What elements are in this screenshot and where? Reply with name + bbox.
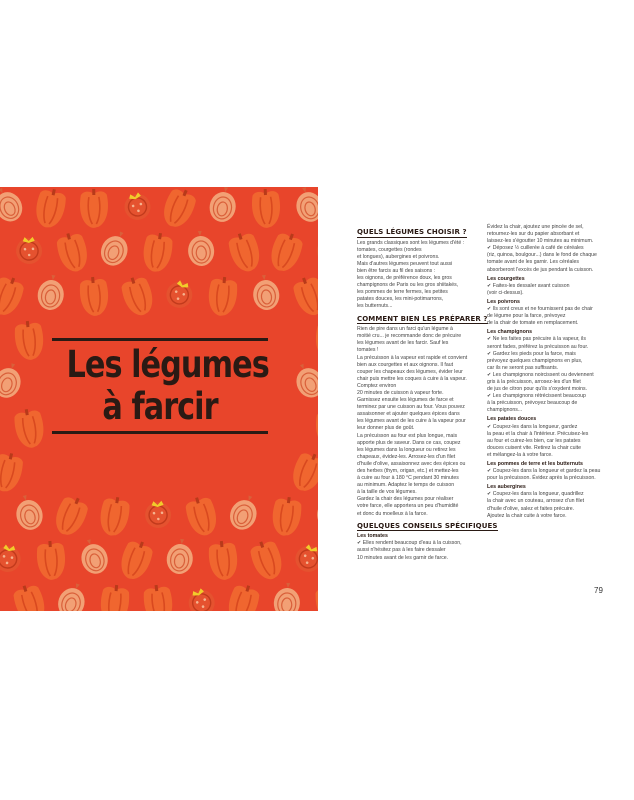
title-line-1: Les légumes bbox=[66, 343, 269, 386]
cover-panel bbox=[0, 187, 318, 611]
heading-tips: QUELQUES CONSEILS SPÉCIFIQUES bbox=[357, 521, 498, 530]
title-rule-top bbox=[52, 338, 268, 341]
paragraph-choose: Les grands classiques sont les légumes d'été : tomates, courgettes (rondes et longues), aubergines et poivrons. Mais d'autres légumes peuvent tout aussi bien être farcis au fil des saisons : les oignons, de préférence doux, les gros champignons de Paris ou les gros shiitakés, les pommes de terre fermes, les petites patates douces, les mini-potimarrons, les butternuts... bbox=[357, 239, 465, 310]
paragraph-tomatoes-cont: Évidez la chair, ajoutez une pincée de sel, retournez-les sur du papier absorbant et laissez-les s'égoutter 10 minutes au minimum. ✔ Déposez ½ cuillerée à café de céréales (riz, quinoa, boulgour...) dans le fond de chaque tomate avant de les garnir. Les céréales absorberont l'excès de jus pendant la cuisson. bbox=[487, 224, 597, 273]
paragraph-prepare: Rien de pire dans un farci qu'un légume à moitié cru... je recommande donc de précuire les légumes avant de les farcir. Sauf les tomates ! La précuisson à la vapeur est rapide et convient bien aux courgettes et aux oignons. Il faut couper les chapeaux des légumes, évider leur chair puis mettre les coques à cuire à la vapeur. Comptez environ 20 minutes de cuisson à vapeur forte. Garnissez ensuite les légumes de farce et terminez par une cuisson au four. Vous pouvez assaisonner et ajouter quelques épices dans les légumes avant de les cuire à la vapeur pour leur donner plus de goût. La précuisson au four est plus longue, mais apporte plus de saveur. Dans ce cas, coupez les légumes dans la longueur ou retirez les chapeaux, évidez-les. Arrosez-les d'un filet d'huile d'olive, assaisonnez avec des épices ou des herbes (thym, origan, etc.) et mettez-les à cuire au four à 180 °C pendant 30 minutes au minimum. Adaptez le temps de cuisson à la taille de vos légumes. Gardez la chair des légumes pour réaliser votre farce, elle apportera un peu d'humidité et donc du moelleux à la farce. bbox=[357, 326, 468, 517]
subheading-courgettes: Les courgettes bbox=[487, 275, 525, 282]
text-column-1 bbox=[357, 224, 498, 562]
subheading-pommes-de-terre: Les pommes de terre et les butternuts bbox=[487, 461, 583, 467]
subheading-poivrons: Les poivrons bbox=[487, 298, 520, 305]
paragraph-patates-douces: ✔ Coupez-les dans la longueur, gardez la peau et la chair à l'intérieur. Précuisez-les au four et cuirez-les bien, car les patates douces cuisent vite. Retirez la chair cuite et mélangez-la à votre farce. bbox=[487, 423, 589, 458]
subheading-tomatoes: Les tomates bbox=[357, 533, 388, 540]
subheading-patates-douces: Les patates douces bbox=[487, 416, 537, 423]
text-column-2 bbox=[487, 224, 607, 520]
title-rule-bottom bbox=[52, 431, 268, 434]
paragraph-champignons: ✔ Ne les faites pas précuire à la vapeur, ils seront fades, préférez la précuisson au four. ✔ Gardez les pieds pour la farce, mais prévoyez quelques champignons en plus, car ils ne seront pas suffisants. ✔ Les champignons noircissent ou deviennent gris à la précuisson, arrosez-les d'un filet de jus de citron pour qu'ils s'oxydent moins. ✔ Les champignons rétrécissent beaucoup à la précuisson, prévoyez beaucoup de champignons... bbox=[487, 336, 594, 414]
title-block bbox=[46, 335, 274, 437]
paragraph-poivrons: ✔ Ils sont creux et ne fournissent pas de chair de légume pour la farce, prévoyez de la chair de tomate en remplacement. bbox=[487, 306, 593, 327]
heading-choose: QUELS LÉGUMES CHOISIR ? bbox=[357, 228, 467, 236]
paragraph-aubergines: ✔ Coupez-les dans la longueur, quadrillez la chair avec un couteau, arrosez d'un filet d'huile d'olive, salez et faites précuire. Ajoutez la chair cuite à votre farce. bbox=[487, 491, 585, 519]
heading-prepare: COMMENT BIEN LES PRÉPARER ? bbox=[357, 314, 488, 323]
subheading-aubergines: Les aubergines bbox=[487, 484, 526, 491]
subheading-champignons: Les champignons bbox=[487, 329, 533, 336]
paragraph-pommes-de-terre: ✔ Coupez-les dans la longueur et gardez la peau pour la précuisson. Évidez après la précuisson. bbox=[487, 468, 601, 482]
title-line-2: à farcir bbox=[102, 385, 218, 428]
paragraph-courgettes: ✔ Faites-les dessaler avant cuisson (voir ci-dessus). bbox=[487, 282, 570, 296]
page-number: 79 bbox=[594, 586, 603, 595]
paragraph-tomatoes: ✔ Elles rendent beaucoup d'eau à la cuisson, aussi n'hésitez pas à les faire dessaler 10 minutes avant de les garnir de farce. bbox=[357, 540, 462, 561]
